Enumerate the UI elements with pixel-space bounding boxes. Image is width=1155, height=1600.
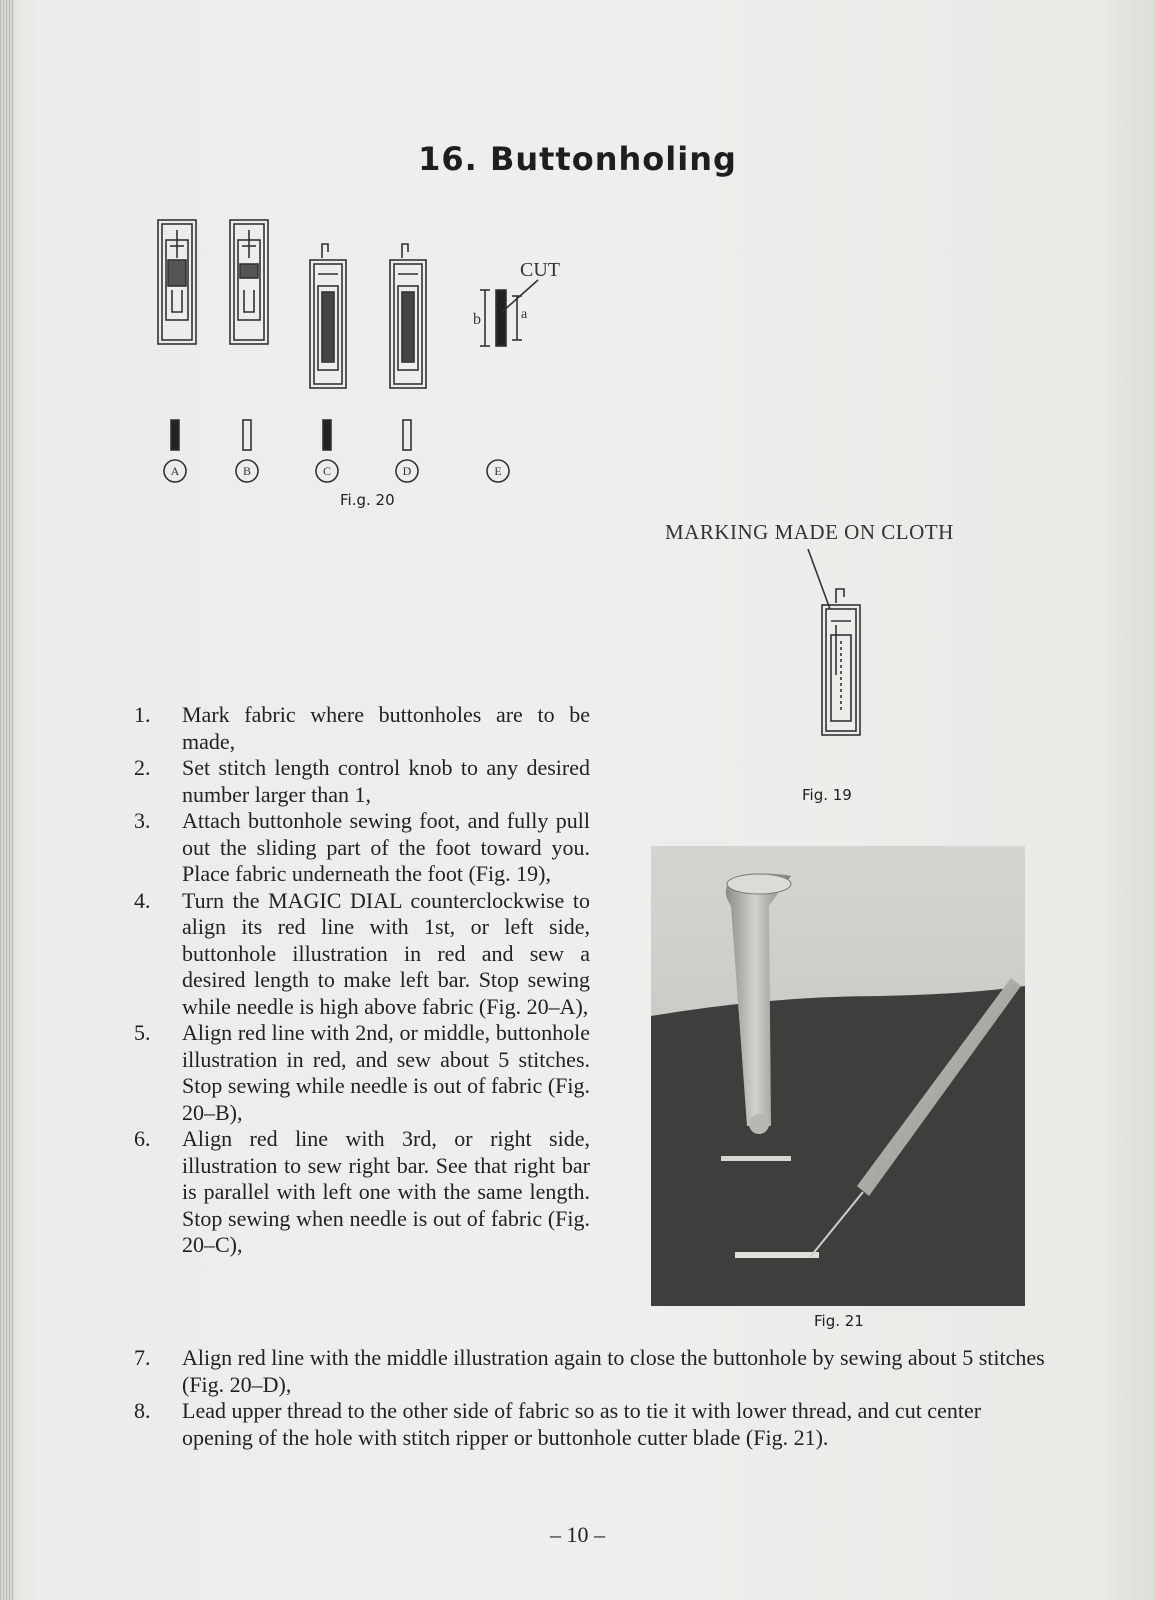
step-item	[130, 1398, 1050, 1451]
step-text: Mark fabric where buttonholes are to be made,	[182, 702, 590, 754]
step-number: 7.	[134, 1345, 151, 1370]
bar-d-icon	[403, 420, 411, 450]
cut-label: CUT	[520, 259, 560, 281]
step-text: Align red line with the middle illustration again to close the buttonhole by sewing about 5 stitches (Fig. 20–D),	[182, 1345, 1045, 1397]
figure-19-caption: Fig. 19	[802, 786, 852, 804]
marker-b-letter: B	[242, 464, 252, 478]
step-item	[130, 1345, 1050, 1398]
step-text: Align red line with 2nd, or middle, buttonhole illustration in red, and sew about 5 stitches. Stop sewing while needle is out of fabric (Fig. 20–B),	[182, 1020, 590, 1125]
page-spine-edge	[0, 0, 14, 1600]
marker-a-letter: A	[170, 464, 180, 478]
section-title: 16. Buttonholing	[418, 140, 737, 178]
bar-c-icon	[323, 420, 331, 450]
step-item	[130, 888, 590, 1021]
step-number: 3.	[134, 808, 151, 833]
figure-20-buttonhole-steps	[130, 200, 600, 530]
step-text: Lead upper thread to the other side of fabric so as to tie it with lower thread, and cut center opening of the hole with stitch ripper or buttonhole cutter blade (Fig. 21).	[182, 1398, 982, 1450]
foot-d-icon	[390, 244, 426, 388]
step-item	[130, 1020, 590, 1126]
steps-list-wide	[130, 1345, 1050, 1451]
marker-c-letter: C	[322, 464, 332, 478]
step-text: Set stitch length control knob to any desired number larger than 1,	[182, 755, 590, 807]
pointer-line	[808, 549, 830, 609]
foot-c-icon	[310, 244, 346, 388]
step-number: 6.	[134, 1126, 151, 1151]
step-text: Turn the MAGIC DIAL counterclockwise to align its red line with 1st, or left side, buttonhole illustration in red and sew a desired length to make left bar. Stop sewing while needle is high above fabric (Fig. 20–A),	[182, 887, 590, 1019]
marker-d-letter: D	[402, 464, 412, 478]
steps-list-narrow	[130, 702, 590, 1259]
bar-b-icon	[243, 420, 251, 450]
figure-20-caption: Fi.g. 20	[340, 491, 395, 509]
dimension-a-label: a	[521, 307, 528, 322]
foot-a-icon	[158, 220, 196, 344]
step-number: 1.	[134, 702, 151, 727]
ripper-on-fabric-image	[651, 846, 1025, 1306]
step-item	[130, 1126, 590, 1259]
figure-21-photo	[651, 846, 1025, 1306]
step-number: 4.	[134, 887, 151, 913]
step-number: 8.	[134, 1398, 151, 1423]
step-number: 2.	[134, 755, 151, 780]
step-text: Attach buttonhole sewing foot, and fully pull out the sliding part of the foot toward you. Place fabric underneath the foot (Fig. 19),	[182, 808, 590, 886]
step-number: 5.	[134, 1020, 151, 1045]
foot-b-icon	[230, 220, 268, 344]
page-number: – 10 –	[550, 1522, 605, 1547]
marker-e-letter: E	[494, 464, 502, 478]
figure-19-foot-with-marking	[780, 545, 900, 745]
step-text: Align red line with 3rd, or right side, illustration to sew right bar. See that right bar is parallel with left one with the same length. Stop sewing when needle is out of fabric (Fig. 20–C),	[182, 1126, 590, 1257]
marking-label: MARKING MADE ON CLOTH	[665, 520, 954, 544]
bar-a-icon	[171, 420, 179, 450]
step-item	[130, 755, 590, 808]
figure-21-caption: Fig. 21	[814, 1312, 864, 1330]
step-item	[130, 702, 590, 755]
step-item	[130, 808, 590, 888]
dimension-b-label: b	[473, 311, 481, 328]
buttonhole-e-diagram	[480, 280, 538, 346]
